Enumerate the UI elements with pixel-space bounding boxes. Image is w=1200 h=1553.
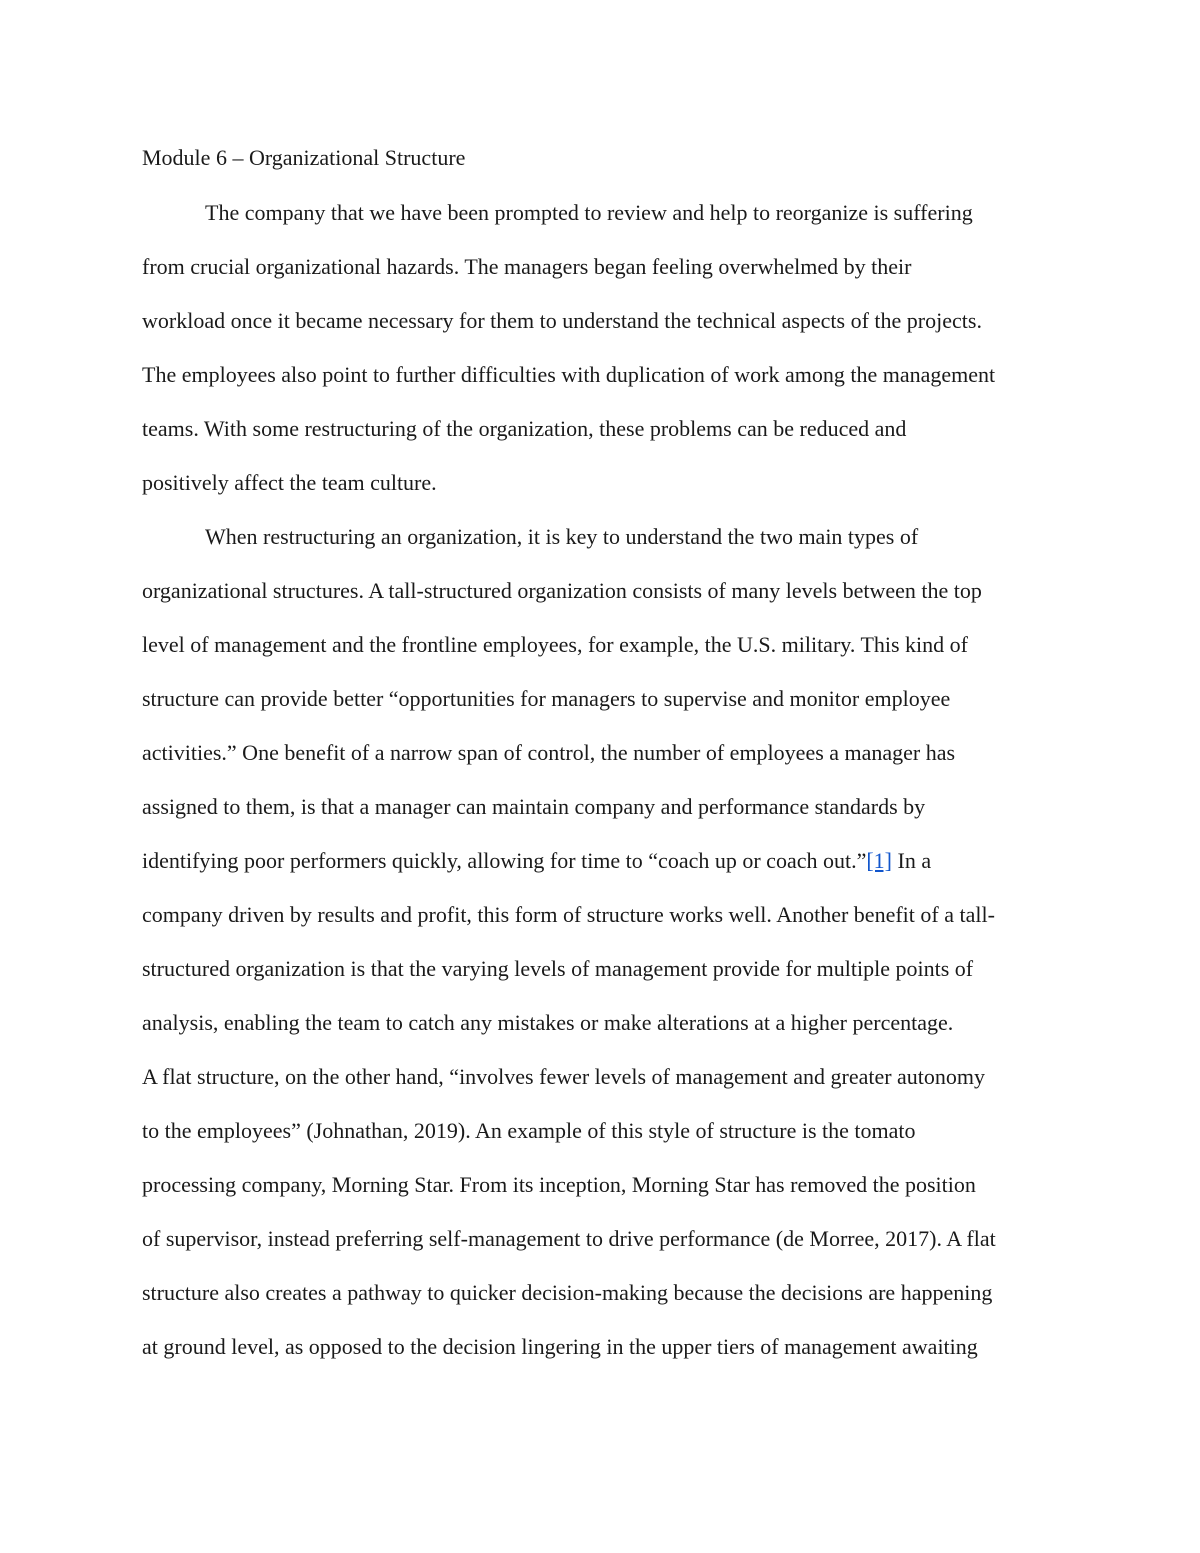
paragraph-2-line: level of management and the frontline employees, for example, the U.S. military. This kind of: [142, 632, 968, 657]
paragraph-2-line: structure can provide better “opportunities for managers to supervise and monitor employee: [142, 686, 951, 711]
paragraph-2-footnote-line: [142, 848, 931, 874]
paragraph-1-line: from crucial organizational hazards. The managers began feeling overwhelmed by their: [142, 254, 912, 279]
paragraph-1-line: The company that we have been prompted to review and help to reorganize is suffering: [205, 200, 973, 225]
footnote-link[interactable]: [1]: [866, 848, 893, 873]
paragraph-2-line: company driven by results and profit, this form of structure works well. Another benefit of a tall-: [142, 902, 995, 927]
paragraph-1-line: The employees also point to further difficulties with duplication of work among the management: [142, 362, 996, 387]
footnote-line-text: identifying poor performers quickly, allowing for time to “coach up or coach out.”: [142, 848, 867, 873]
paragraph-2-line: assigned to them, is that a manager can maintain company and performance standards by: [142, 794, 926, 819]
paragraph-2-line: analysis, enabling the team to catch any mistakes or make alterations at a higher percentage.: [142, 1010, 954, 1035]
paragraph-1-line: workload once it became necessary for them to understand the technical aspects of the projects.: [142, 308, 982, 333]
paragraph-3-line: structure also creates a pathway to quicker decision-making because the decisions are happening: [142, 1280, 993, 1305]
paragraph-1-line: teams. With some restructuring of the organization, these problems can be reduced and: [142, 416, 907, 441]
paragraph-3-line: of supervisor, instead preferring self-management to drive performance (de Morree, 2017). A flat: [142, 1226, 996, 1251]
paragraph-1-line: positively affect the team culture.: [142, 470, 437, 495]
paragraph-2-line: structured organization is that the varying levels of management provide for multiple points of: [142, 956, 974, 981]
paragraph-2-line: organizational structures. A tall-structured organization consists of many levels between the top: [142, 578, 982, 603]
paragraph-3-line: at ground level, as opposed to the decision lingering in the upper tiers of management awaiting: [142, 1334, 978, 1359]
paragraph-3-line: processing company, Morning Star. From its inception, Morning Star has removed the position: [142, 1172, 976, 1197]
paragraph-2-line: activities.” One benefit of a narrow span of control, the number of employees a manager has: [142, 740, 956, 765]
paragraph-3-line: A flat structure, on the other hand, “involves fewer levels of management and greater autonomy: [142, 1064, 986, 1089]
footnote-line-tail: In a: [892, 848, 932, 873]
page-title: Module 6 – Organizational Structure: [142, 145, 466, 170]
paragraph-2-line: When restructuring an organization, it is key to understand the two main types of: [205, 524, 919, 549]
paragraph-3-line: to the employees” (Johnathan, 2019). An example of this style of structure is the tomato: [142, 1118, 916, 1143]
